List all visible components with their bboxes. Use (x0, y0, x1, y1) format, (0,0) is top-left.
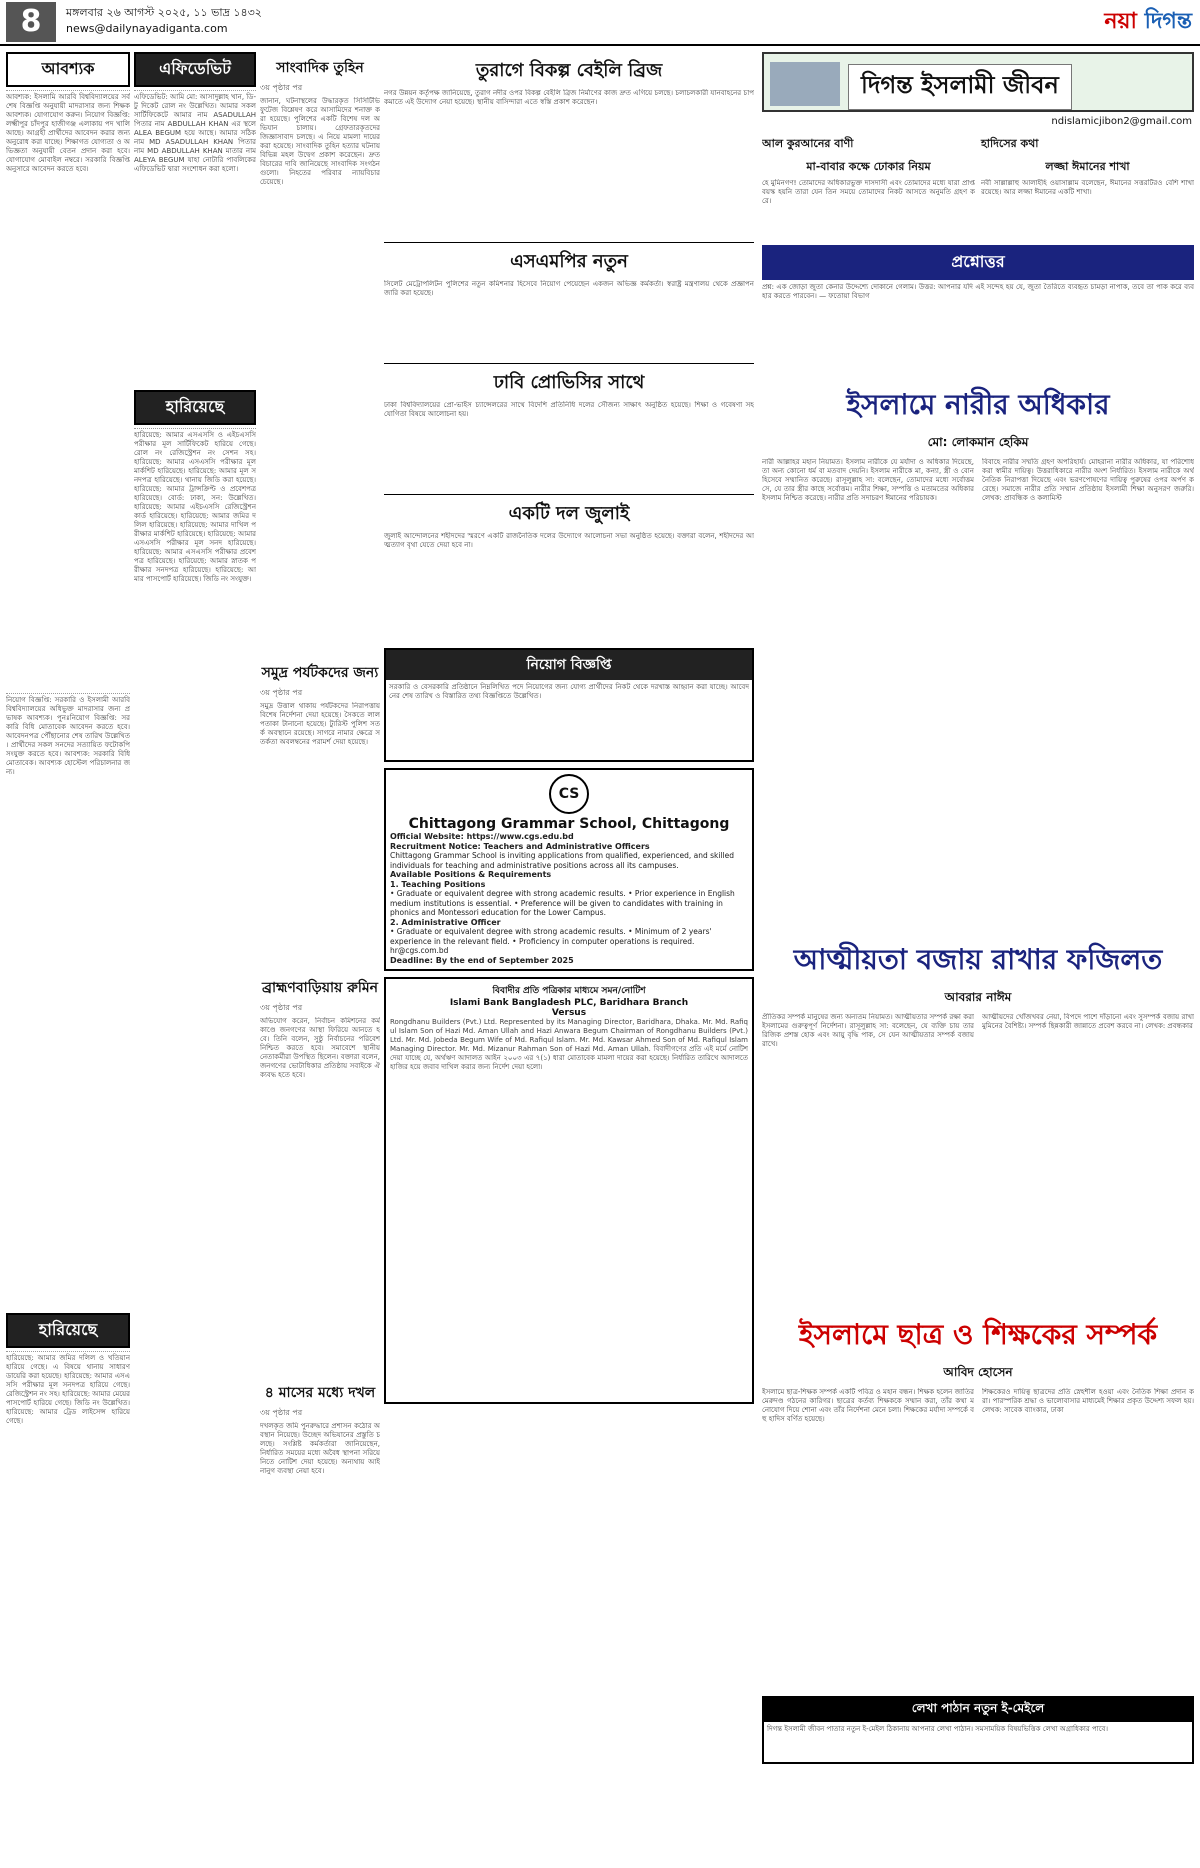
page-marker: ৩য় পৃষ্ঠার পর (260, 1408, 303, 1417)
headline[interactable]: এসএমপির নতুন (510, 251, 628, 272)
article-body: জুলাই আন্দোলনের শহীদদের স্মরণে একটি রাজনৈতিক দলের উদ্যোগে আলোচনা সভা অনুষ্ঠিত হয়েছে। বক্তারা বলেন, শহীদদের আত্মত্যাগ বৃথা যেতে দেয়া হবে না। (384, 532, 754, 549)
mail-box-title: লেখা পাঠান নতুন ই-মেইলে (764, 1698, 1192, 1722)
mail-info-box (762, 1696, 1194, 1764)
headline[interactable]: ব্রাহ্মণবাড়িয়ায় রুমিন (261, 980, 379, 996)
cgs-teaching-req: • Graduate or equivalent degree with strong academic results. • Prior experience in English medium institutions is essential. • Preference will be given to candidates with training in phonics and Montessori education for the Lower Campus. (390, 889, 735, 917)
classifieds-column-1 (6, 52, 130, 1862)
bank-versus: Versus (551, 1008, 587, 1018)
logo-part-1: নয়া (1104, 9, 1145, 34)
qa-heading: প্রশ্নোত্তর (762, 245, 1194, 280)
article-body: আত্মীয়দের খোঁজখবর নেয়া, বিপদে পাশে দাঁড়ানো এবং সুসম্পর্ক বজায় রাখা মুমিনের বৈশিষ্ট্য। সম্পর্ক ছিন্নকারী জান্নাতে প্রবেশ করবে না। লেখক: প্রবন্ধকার (982, 1013, 1194, 1030)
harieche-heading: হারিয়েছে (134, 390, 256, 425)
headline[interactable]: তুরাগে বিকল্প বেইলি ব্রিজ (475, 60, 663, 81)
bank-notice-title: বিবাদীর প্রতি পত্রিকার মাধ্যমে সমন/নোটিশ (492, 986, 646, 996)
cgs-admin-req: • Graduate or equivalent degree with strong academic results. • Minimum of 2 years' experience in the relevant field. • Proficiency in computer operations is required. (390, 927, 712, 946)
quran-heading: আল কুরআনের বাণী (762, 137, 854, 150)
article-body: অভিযোগ করেন, নির্বাচন কমিশনের কর্মকাণ্ডে জনগণের আস্থা ফিরিয়ে আনতে হবে। তিনি বলেন, সুষ্ঠু নির্বাচনের পরিবেশ নিশ্চিত করতে হবে। সমাবেশে স্থানীয় নেতাকর্মীরা উপস্থিত ছিলেন। বক্তারা বলেন, জনগণের ভোটাধিকার প্রতিষ্ঠায় সবাইকে ঐক্যবদ্ধ হতে হবে। (260, 1017, 380, 1079)
job-ad (384, 648, 754, 762)
article-body: বিবাহে নারীর সম্মতি গ্রহণ অপরিহার্য। মোহরানা নারীর অধিকার, যা পরিশোধ করা স্বামীর দায়িত্ব। উত্তরাধিকারে নারীর অংশ নির্ধারিত। ইসলাম নারীকে অর্থনৈতিক নিরাপত্তা দিয়েছে এবং ভরণপোষণের দায়িত্ব পুরুষের ওপর অর্পণ করেছে। সমাজে নারীর প্রতি সম্মান প্রতিষ্ঠায় ইসলামী শিক্ষা অনুসরণ জরুরি। লেখক: প্রাবন্ধিক ও কলামিস্ট (982, 458, 1194, 502)
article-author: মো: লোকমান হেকিম (927, 435, 1029, 449)
page-marker: ৩য় পৃষ্ঠার পর (260, 83, 303, 92)
classifieds-column-2 (134, 52, 256, 1862)
article-body: প্রীতিকর সম্পর্ক মানুষের জন্য অন্যতম নিয়ামত। আত্মীয়তার সম্পর্ক রক্ষা করা ইসলামের গুরুত্বপূর্ণ নির্দেশনা। রাসূলুল্লাহ সা: বলেছেন, যে ব্যক্তি চায় তার রিজিক প্রশস্ত হোক এবং আয়ু বৃদ্ধি পাক, সে যেন আত্মীয়তার সম্পর্ক বজায় রাখে। (762, 1013, 974, 1048)
harieche-heading-2: হারিয়েছে (6, 1313, 130, 1348)
headline[interactable]: একটি দল জুলাই (508, 503, 630, 524)
article-body: দখলকৃত জমি পুনরুদ্ধারে প্রশাসন কঠোর অবস্থান নিয়েছে। উচ্ছেদ অভিযানের প্রস্তুতি চলছে। সংশ্লিষ্ট কর্মকর্তারা জানিয়েছেন, নির্ধারিত সময়ের মধ্যে অবৈধ স্থাপনা সরিয়ে নিতে নোটিশ দেয়া হয়েছে। অন্যথায় আইনানুগ ব্যবস্থা নেয়া হবে। (260, 1422, 380, 1475)
logo-part-2: দিগন্ত (1144, 9, 1192, 34)
cgs-admin: 2. Administrative Officer (390, 917, 501, 927)
contact-email[interactable]: news@dailynayadiganta.com (66, 22, 228, 35)
article-body: শিক্ষকেরও দায়িত্ব ছাত্রদের প্রতি স্নেহশীল হওয়া এবং নৈতিক শিক্ষা প্রদান করা। পারস্পরিক শ্রদ্ধা ও ভালোবাসার মাধ্যমেই শিক্ষার প্রকৃত উদ্দেশ্য সফল হয়। লেখক: সাবেক ব্যাংকার, ঢাকা (982, 1388, 1194, 1414)
article-body: নগর উন্নয়ন কর্তৃপক্ষ জানিয়েছে, তুরাগ নদীর ওপর বিকল্প বেইলি ব্রিজ নির্মাণের কাজ দ্রুত এগিয়ে চলছে। চলাচলকারী যানবাহনের চাপ কমাতে এই উদ্যোগ নেয়া হয়েছে। স্থানীয় বাসিন্দারা এতে স্বস্তি প্রকাশ করেছেন। (384, 89, 754, 106)
page-number: 8 (6, 2, 56, 42)
quran-text: হে মুমিনগণ! তোমাদের অধিকারভুক্ত দাসদাসী এবং তোমাদের মধ্যে যারা প্রাপ্তবয়স্ক হয়নি তারা যেন তিন সময়ে তোমাদের নিকট আসতে অনুমতি গ্রহণ করে। (762, 179, 975, 205)
page-marker: ৩য় পৃষ্ঠার পর (260, 1003, 303, 1012)
article-title[interactable]: আত্মীয়তা বজায় রাখার ফজিলত (793, 943, 1163, 976)
lost-notice: হারিয়েছে: আমার জমির দলিল ও খতিয়ান হারিয়ে গেছে। এ বিষয়ে থানায় সাধারণ ডায়েরি করা হয়েছে। হারিয়েছে: আমার এসএসসি পরীক্ষার মূল সনদপত্র হারিয়ে গেছে। রেজিস্ট্রেশন নং সহ। হারিয়েছে: আমার মেয়ের পাসপোর্ট হারিয়ে গেছে। জিডি নং উল্লেখিত। হারিয়েছে: আমার ট্রেড লাইসেন্স হারিয়ে গেছে। (6, 1351, 130, 1862)
cgs-title: Chittagong Grammar School, Chittagong (408, 816, 730, 832)
news-column-3 (260, 52, 380, 1862)
article-body: সিলেট মেট্রোপলিটন পুলিশের নতুন কমিশনার হিসেবে নিয়োগ পেয়েছেন একজন অভিজ্ঞ কর্মকর্তা। স্বরাষ্ট্র মন্ত্রণালয় থেকে প্রজ্ঞাপন জারি করা হয়েছে। (384, 280, 754, 297)
issue-date: মঙ্গলবার ২৬ আগস্ট ২০২৫, ১১ ভাদ্র ১৪৩২ (66, 6, 262, 19)
mosque-icon (770, 62, 840, 106)
cgs-teaching: 1. Teaching Positions (390, 879, 486, 889)
headline[interactable]: ঢাবি প্রোভিসির সাথে (493, 372, 645, 393)
islamic-life-section (762, 52, 1194, 1862)
classified-ad: আবশ্যক: ইসলামি আরবি বিশ্ববিদ্যালয়ের সর্বশেষ বিজ্ঞপ্তি অনুযায়ী মাদরাসার জন্য শিক্ষক আবশ্যক। যোগাযোগ করুন। নিয়োগ বিজ্ঞপ্তি: লক্ষ্মীপুর চাঁদপুর হাজীগঞ্জ এলাকায় পদ খালি আছে। আগ্রহী প্রার্থীদের আবেদন করার জন্য অনুরোধ করা যাচ্ছে। শিক্ষাগত যোগ্যতা ও অভিজ্ঞতা অনুযায়ী বেতন প্রদান করা হবে। যোগাযোগ মোবাইল নম্বরে। সরকারি বিজ্ঞপ্তি অনুসারে আবেদন করতে হবে। (6, 90, 130, 690)
job-ad-title: নিয়োগ বিজ্ঞপ্তি (386, 650, 752, 680)
cgs-website[interactable]: Official Website: https://www.cgs.edu.bd (390, 832, 574, 841)
classified-ad: নিয়োগ বিজ্ঞপ্তি: সরকারি ও ইসলামী আরবি বিশ্ববিদ্যালয়ের অধিভুক্ত মাদরাসার জন্য প্রভাষক আবশ্যক। পুনঃনিয়োগ বিজ্ঞপ্তি: সরকারি বিধি মোতাবেক আবেদন করতে হবে। আবেদনপত্র পৌঁছানোর শেষ তারিখ উল্লেখিত। প্রার্থীদের সকল সনদের সত্যায়িত ফটোকপি সংযুক্ত করতে হবে। আবশ্যক: সরকারি বিধি মোতাবেক। আবশ্যক হোস্টেল পরিচালনার জন্য। (6, 693, 130, 1313)
article-body: ঢাকা বিশ্ববিদ্যালয়ের প্রো-ভাইস চ্যান্সেলরের সাথে বিদেশি প্রতিনিধি দলের সৌজন্য সাক্ষাৎ অনুষ্ঠিত হয়েছে। শিক্ষা ও গবেষণা সহযোগিতা বিষয়ে আলোচনা হয়। (384, 401, 754, 418)
news-column-4 (384, 52, 754, 1862)
cgs-email[interactable]: hr@cgs.com.bd (390, 946, 449, 955)
affidavit-heading: এফিডেভিট (134, 52, 256, 87)
quran-subheading: মা-বাবার কক্ষে ঢোকার নিয়ম (806, 160, 931, 173)
headline[interactable]: সাংবাদিক তুহিন (276, 60, 364, 76)
cgs-positions: Available Positions & Requirements (390, 870, 552, 879)
article-body: ইসলামে ছাত্র-শিক্ষক সম্পর্ক একটি পবিত্র ও মহান বন্ধন। শিক্ষক হলেন জাতির মেরুদণ্ড গঠনের কারিগর। ছাত্রের কর্তব্য শিক্ষককে সম্মান করা, তাঁর কথা মনোযোগ দিয়ে শোনা এবং তাঁর নির্দেশনা মেনে চলা। শিক্ষকের মর্যাদা সম্পর্কে বহু হাদিস বর্ণিত হয়েছে। (762, 1388, 974, 1423)
article-body: জানান, ঘটনাস্থলের উদ্ধারকৃত সিসিটিভি ফুটেজ বিশ্লেষণ করে আসামিদের শনাক্ত করা হয়েছে। পুলিশের একটি বিশেষ দল অভিযান চালায়। গ্রেফতারকৃতদের জিজ্ঞাসাবাদ চলছে। এ নিয়ে মামলা দায়ের করা হয়েছে। সাংবাদিক তুহিন হত্যার ঘটনায় বিভিন্ন মহল উদ্বেগ প্রকাশ করেছেন। দ্রুত বিচারের দাবি জানিয়েছে সাংবাদিক সংগঠনগুলো। নিহতের পরিবার ন্যায়বিচার চেয়েছে। (260, 97, 380, 186)
islamic-life-banner (762, 52, 1194, 112)
affidavit-notice: এফিডেভিট: আমি মো: আসাদুল্লাহ খান, ডি-টু দিকেট রোল নং উল্লেখিত। আমার সকল সার্টিফিকেটে আমার নাম ASADULLAH পিতার নাম ABDULLAH KHAN এর স্থলে ALEA BEGUM হয়ে আছে। আমার সঠিক নাম MD ASADULLAH KHAN পিতার নাম MD ABDULLAH KHAN মাতার নাম ALEYA BEGUM যাহা নোটারি পাবলিকের এফিডেভিট দ্বারা সংশোধন করা হলো। (134, 90, 256, 390)
mail-box-body: দিগন্ত ইসলামী জীবন পাতার নতুন ই-মেইল ঠিকানায় আপনার লেখা পাঠান। সমসাময়িক বিষয়ভিত্তিক লেখা অগ্রাধিকার পাবে। (767, 1725, 1108, 1733)
article-author: আবরার নাঈম (944, 990, 1012, 1004)
cgs-intro: Chittagong Grammar School is inviting applications from qualified, experienced, and skilled individuals for teaching and administrative positions across all its campuses. (390, 851, 735, 870)
hadith-heading: হাদিসের কথা (981, 137, 1039, 150)
article-author: আবিদ হোসেন (943, 1365, 1013, 1379)
page-marker: ৩য় পৃষ্ঠার পর (260, 688, 303, 697)
article-title[interactable]: ইসলামে নারীর অধিকার (846, 388, 1110, 421)
article-body: সমুদ্র উত্তাল থাকায় পর্যটকদের নিরাপত্তায় বিশেষ নির্দেশনা দেয়া হয়েছে। সৈকতে লাল পতাকা টানানো হয়েছে। ট্যুরিস্ট পুলিশ সতর্ক অবস্থানে রয়েছে। সাগরে নামার ক্ষেত্রে সতর্কতা অবলম্বনের পরামর্শ দেয়া হয়েছে। (260, 702, 380, 746)
cgs-logo: CS (549, 774, 589, 814)
hadith-text: নবী সাল্লাল্লাহু আলাইহি ওয়াসাল্লাম বলেছেন, ঈমানের সত্তরটিরও বেশি শাখা রয়েছে। আর লজ্জা ঈমানের একটি শাখা। (981, 179, 1194, 196)
cgs-recruit: Recruitment Notice: Teachers and Administrative Officers (390, 841, 650, 851)
cgs-recruitment-ad (384, 768, 754, 971)
job-ad-body: সরকারি ও বেসরকারি প্রতিষ্ঠানে নিম্নলিখিত পদে নিয়োগের জন্য যোগ্য প্রার্থীদের নিকট থেকে দরখাস্ত আহ্বান করা যাচ্ছে। আবেদনের শেষ তারিখ ও বিস্তারিত তথ্য বিজ্ঞপ্তিতে উল্লেখিত। (389, 683, 749, 700)
qa-text: প্রশ্ন: এক জোড়া জুতা কেনার উদ্দেশ্যে দোকানে গেলাম। উত্তর: আপনার যদি এই সন্দেহ হয় যে, জুতা তৈরিতে ব্যবহৃত চামড়া নাপাক, তবে তা পাক করে ব্যবহার করতে পারবেন। — ফতোয়া বিভাগ (762, 283, 1194, 300)
lost-notice: হারিয়েছে: আমার এসএসসি ও এইচএসসি পরীক্ষার মূল সার্টিফিকেট হারিয়ে গেছে। রোল নং রেজিস্ট্রেশন নং সেশন সহ। হারিয়েছে: আমার এসএসসি পরীক্ষার মূল মার্কশিট হারিয়েছে। হারিয়েছে: আমার মূল সনদপত্র হারিয়েছে। থানায় জিডি করা হয়েছে। হারিয়েছে: আমার ট্রান্সক্রিপ্ট ও প্রবেশপত্র হারিয়েছে। বোর্ড: ঢাকা, সন: উল্লেখিত। হারিয়েছে: আমার এইচএসসি রেজিস্ট্রেশন কার্ড হারিয়েছে। হারিয়েছে: আমার জমির দলিল হারিয়েছে। হারিয়েছে: আমার দাখিল পরীক্ষার মার্কশিট হারিয়েছে। হারিয়েছে: আমার এসএসসি পরীক্ষার মূল সনদ হারিয়েছে। হারিয়েছে: আমার এসএসসি পরীক্ষার প্রবেশপত্র হারিয়েছে। হারিয়েছে: আমার স্নাতক পরীক্ষার সনদপত্র হারিয়েছে। হারিয়েছে: আমার পাসপোর্ট হারিয়েছে। জিডি নং সংযুক্ত। (134, 428, 256, 1862)
bank-notice-ad (384, 977, 754, 1404)
cgs-deadline: Deadline: By the end of September 2025 (390, 955, 574, 965)
hadith-subheading: লজ্জা ঈমানের শাখা (1045, 160, 1130, 173)
bank-name: Islami Bank Bangladesh PLC, Baridhara Branch (449, 998, 689, 1008)
headline[interactable]: সমুদ্র পর্যটকদের জন্য (261, 665, 379, 681)
page-header (0, 0, 1200, 46)
ashbashok-heading: আবশ্যক (6, 52, 130, 87)
article-body: নারী আল্লাহর মহান নিয়ামত। ইসলাম নারীকে যে মর্যাদা ও অধিকার দিয়েছে, তা অন্য কোনো ধর্ম বা মতবাদ দেয়নি। ইসলাম নারীকে মা, কন্যা, স্ত্রী ও বোন হিসেবে সম্মানিত করেছে। রাসূলুল্লাহ সা: বলেছেন, তোমাদের মধ্যে সর্বোত্তম সে, যে তার স্ত্রীর কাছে সর্বোত্তম। নারীর শিক্ষা, সম্পত্তি ও মতামতের অধিকার ইসলাম নিশ্চিত করেছে। নারীর প্রতি সদাচরণ ঈমানের পরিচায়ক। (762, 458, 974, 502)
section-title: দিগন্ত ইসলামী জীবন (848, 64, 1072, 110)
newspaper-logo[interactable] (1104, 4, 1192, 41)
headline[interactable]: ৪ মাসের মধ্যে দখল (264, 1385, 376, 1401)
article-title[interactable]: ইসলামে ছাত্র ও শিক্ষকের সম্পর্ক (798, 1318, 1158, 1351)
bank-notice-body: Rongdhanu Builders (Pvt.) Ltd. Represented by its Managing Director, Baridhara, Dhaka. Mr. Md. Rafiqul Islam Son of Hazi Md. Aman Ullah and Hazi Anwara Begum Chairman of Rongdhanu Builders (Pvt.) Ltd. Mr. Md. Jobeda Begum Wife of Md. Rafiqul Islam. Mr. Md. Kawsar Ahmed Son of Md. Rafiqul Islam Managing Director. Mr. Md. Mizanur Rahman Son of Hazi Md. Aman Ullah. বিবাদীগণের প্রতি এই মর্মে নোটিশ দেয়া যাচ্ছে যে, অর্থঋণ আদালত আইন ২০০৩ এর ৭(১) ধারা মোতাবেক মামলা দায়ের করা হয়েছে। নির্ধারিত তারিখে আদালতে হাজির হয়ে জবাব দাখিল করার জন্য নির্দেশ দেয়া হলো। (390, 1018, 748, 1071)
section-email[interactable]: ndislamicjibon2@gmail.com (1051, 116, 1192, 127)
